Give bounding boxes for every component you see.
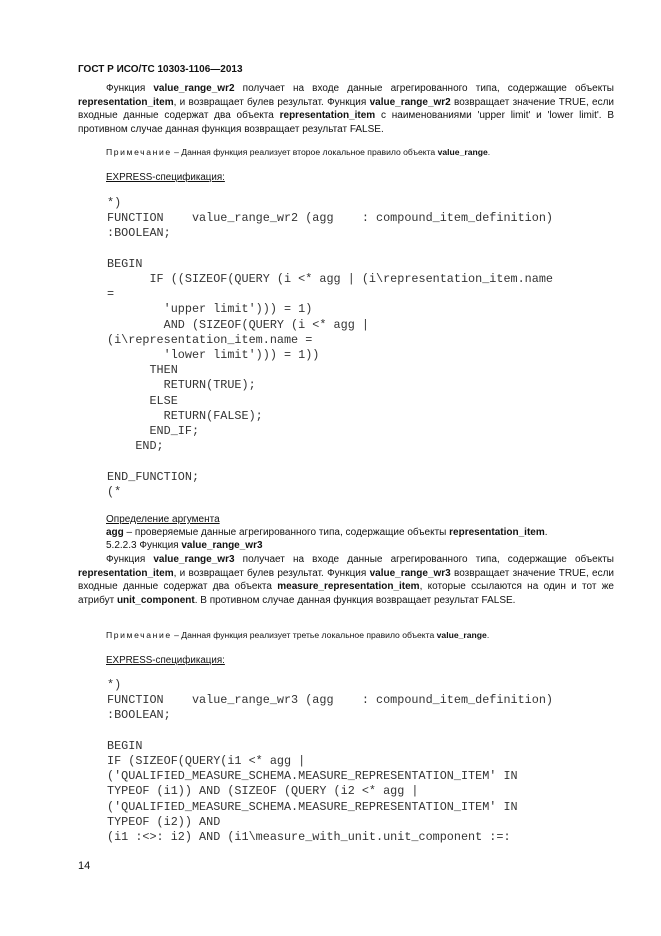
text-run: Функция [106,83,154,94]
function-name: value_range_wr2 [153,83,235,94]
section-number: 5.2.2.3 Функция [106,540,182,551]
code-block-wr3: *) FUNCTION value_range_wr3 (agg : compound_item_definition) :BOOLEAN; BEGIN IF (SIZEOF(QUERY(i1 <* agg | ('QUALIFIED_MEASURE_SCHEMA.MEASURE_REPRESENTATION_ITEM' IN TYPEOF (i1)) AND (SIZEOF (QUERY (i2 <* agg | ('QUALIFIED_MEASURE_SCHEMA.MEASURE_REPRESENTATION_ITEM' IN TYPEOF (i2)) AND (i1 :<>: i2) AND (i1\measure_with_unit.unit_component :=: [107,678,553,845]
attribute-name: unit_component [116,594,195,606]
function-name: value_range_wr3 [153,554,235,565]
note-text: – Данная функция реализует третье локальное правило объекта [171,630,437,640]
page-number: 14 [78,860,91,872]
entity-name: representation_item [78,96,174,108]
note-label: Примечание [106,630,172,640]
section-heading [106,540,263,551]
function-name: value_range_wr3 [369,567,451,579]
entity-name: representation_item [279,110,376,122]
express-spec-heading-2: EXPRESS-спецификация: [106,655,225,666]
text-run: возвращает значение TRUE, если входные данные содержат два объекта [78,567,614,593]
document-header: ГОСТ Р ИСО/ТС 10303-1106—2013 [78,64,243,75]
entity-name: value_range [437,147,488,157]
entity-name: representation_item [78,567,174,579]
paragraph-value-range-wr2 [78,82,614,136]
entity-name: representation_item [449,527,545,538]
text-run: , и возвращает булев результат. Функция [173,96,370,108]
entity-name: measure_representation_item [277,581,420,593]
function-name: value_range_wr2 [369,96,451,108]
function-name: value_range_wr3 [181,540,263,551]
paragraph-value-range-wr3 [78,553,614,607]
note-2 [106,630,489,640]
text-run: . В противном случае данная функция возвращает результат FALSE. [194,594,516,606]
text-run: , и возвращает булев результат. Функция [173,567,370,579]
note-text: – Данная функция реализует второе локальное правило объекта [171,147,438,157]
text-run: Функция [106,554,154,565]
text-run: – проверяемые данные агрегированного типа, содержащие объекты [123,527,450,538]
text-run: . [544,527,548,538]
argument-definition-title [106,514,220,525]
text-run: . [486,630,490,640]
text-run: , которые ссылаются на один и тот же атрибут [78,581,614,606]
note-label: Примечание [106,147,172,157]
text-run: с наименованиями 'upper limit' и 'lower limit'. В противном случае данная функция возвращает результат FALSE. [78,110,614,135]
text-run: получает на входе данные агрегированного типа, содержащие объекты [234,83,614,94]
text-run: возвращает значение TRUE, если входные данные содержат два объекта [78,96,614,122]
text-run: . [487,147,491,157]
code-block-wr2: *) FUNCTION value_range_wr2 (agg : compound_item_definition) :BOOLEAN; BEGIN IF ((SIZEOF(QUERY (i <* agg | (i\representation_item.name = 'upper limit'))) = 1) AND (SIZEOF(QUERY (i <* agg | (i\representation_item.name = 'lower limit'))) = 1)) THEN RETURN(TRUE); ELSE RETURN(FALSE); END_IF; END; END_FUNCTION; (* [107,196,553,499]
argument-definition-label: Определение аргумента [106,514,220,525]
argument-definition [106,527,548,538]
note-1 [106,147,490,157]
express-spec-heading-1: EXPRESS-спецификация: [106,172,225,183]
entity-name: value_range [436,630,487,640]
argument-name: agg [106,527,124,538]
text-run: получает на входе данные агрегированного типа, содержащие объекты [234,554,614,565]
